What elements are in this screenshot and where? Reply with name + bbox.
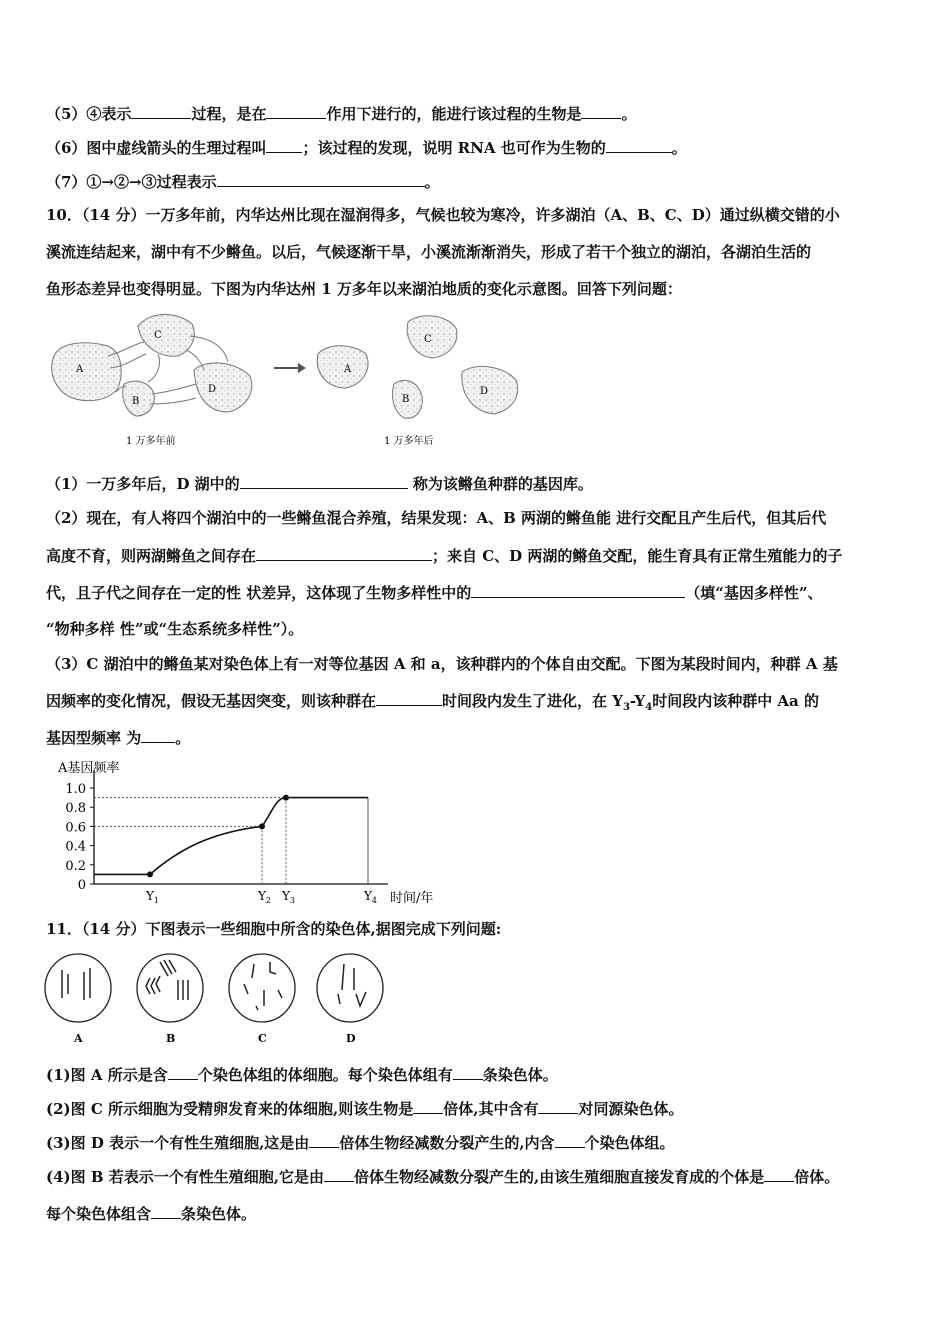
answer-blank[interactable] — [581, 103, 621, 119]
x-axis-label: 时间/年 — [390, 891, 434, 906]
chromosomes-c — [244, 962, 282, 1010]
answer-blank[interactable] — [266, 103, 326, 119]
q11-part1: (1)图 A 所示是含 个染色体组的体细胞。每个染色体组有 条染色体。 — [46, 1066, 558, 1084]
data-point — [283, 795, 289, 801]
answer-blank[interactable] — [555, 1132, 585, 1148]
q11-part3: (3)图 D 表示一个有性生殖细胞,这是由 倍体生物经减数分裂产生的,内含 个染色体组。 — [46, 1134, 675, 1152]
q10-part2-line4: “物种多样 性”或“生态系统多样性”）。 — [46, 620, 304, 638]
q11-intro: 11．（14 分）下图表示一些细胞中所含的染色体,据图完成下列问题: — [46, 920, 502, 938]
cell-d — [317, 954, 383, 1022]
y-tick-label: 0.4 — [65, 839, 86, 855]
answer-blank[interactable] — [240, 473, 408, 489]
data-point — [259, 823, 265, 829]
caption-before: 1 万多年前 — [126, 436, 176, 447]
cell-c — [229, 954, 295, 1022]
q10-part3-line2: 因频率的变化情况，假设无基因突变，则该种群在 时间段内发生了进化，在 $Y_3-Y_4$时间段内该种群中 Aa 的 — [46, 692, 819, 713]
answer-blank[interactable] — [453, 1064, 483, 1080]
answer-blank[interactable] — [217, 171, 425, 187]
x-tick-label: $Y_1$ — [146, 889, 160, 905]
cell-label: C — [258, 1032, 267, 1045]
answer-blank[interactable] — [256, 545, 432, 561]
y-tick-label: 0.8 — [65, 801, 86, 817]
y-axis-label: A基因频率 — [58, 761, 120, 776]
lake-map-figure — [46, 308, 536, 456]
lake-label: A — [76, 364, 84, 375]
q9-part5: （5）④表示 过程，是在 作用下进行的，能进行该过程的生物是 。 — [46, 105, 637, 123]
cell-a — [45, 954, 111, 1022]
x-tick-label: $Y_4$ — [364, 889, 378, 905]
x-tick-label: $Y_2$ — [258, 889, 272, 905]
lake-label: D — [208, 384, 217, 395]
q10-intro-line3: 鱼形态差异也变得明显。下图为内华达州 1 万多年以来湖泊地质的变化示意图。回答下列问题： — [46, 280, 682, 298]
q10-part3-line3: 基因型频率 为 。 — [46, 729, 191, 747]
answer-blank[interactable] — [324, 1166, 354, 1182]
lake-label: D — [480, 386, 489, 397]
answer-blank[interactable] — [606, 137, 672, 153]
y-tick-label: 0.6 — [65, 820, 86, 836]
y-tick-label: 0.2 — [65, 858, 86, 874]
answer-blank[interactable] — [413, 1098, 443, 1114]
y-tick-label: 0 — [77, 878, 86, 893]
chromosomes-d — [338, 964, 366, 1006]
y-tick-label: 1.0 — [65, 782, 86, 797]
data-point — [147, 871, 153, 877]
answer-blank[interactable] — [309, 1132, 339, 1148]
series-line — [94, 798, 368, 875]
q10-intro-line2: 溪流连结起来，湖中有不少鳉鱼。以后，气候逐渐干旱，小溪流渐渐消失，形成了若干个独立的湖泊，各湖泊生活的 — [46, 243, 812, 261]
q10-part2-line3: 代，且子代之间存在一定的性 状差异，这体现了生物多样性中的 （填“基因多样性”、 — [46, 584, 823, 602]
answer-blank[interactable] — [141, 727, 175, 743]
answer-blank[interactable] — [131, 103, 191, 119]
q9-part6: （6）图中虚线箭头的生理过程叫 ；该过程的发现，说明 RNA 也可作为生物的 。 — [46, 139, 687, 157]
cell-label: A — [74, 1032, 83, 1045]
lake-label: B — [132, 396, 140, 407]
caption-after: 1 万多年后 — [384, 436, 434, 447]
cell-label: D — [346, 1032, 356, 1045]
q10-part1: （1）一万多年后，D 湖中的 称为该鳉鱼种群的基因库。 — [46, 475, 593, 493]
q10-part2-line1: （2）现在，有人将四个湖泊中的一些鳉鱼混合养殖，结果发现：A、B 两湖的鳉鱼能 进行交配且产生后代，但其后代 — [46, 509, 827, 527]
q10-part2-line2: 高度不育，则两湖鳉鱼之间存在 ；来自 C、D 两湖的鳉鱼交配，能生育具有正常生殖能力的子 — [46, 547, 843, 565]
answer-blank[interactable] — [471, 582, 685, 598]
lake-label: C — [424, 334, 432, 345]
arrow-icon — [274, 363, 306, 373]
lake-label: A — [344, 364, 352, 375]
q10-part3-line1: （3）C 湖泊中的鳉鱼某对染色体上有一对等位基因 A 和 a，该种群内的个体自由交配。下图为某段时间内，种群 A 基 — [46, 655, 838, 673]
cell-label: B — [166, 1032, 176, 1045]
answer-blank[interactable] — [266, 137, 302, 153]
chromosome-cells-figure — [42, 950, 402, 1048]
answer-blank[interactable] — [764, 1166, 794, 1182]
q11-part5: 每个染色体组含 条染色体。 — [46, 1205, 257, 1223]
q10-intro-line1: 10．（14 分）一万多年前，内华达州比现在湿润得多，气候也较为寒冷，许多湖泊（A、B、C、D）通过纵横交错的小 — [46, 206, 840, 224]
answer-blank[interactable] — [151, 1203, 181, 1219]
lake-label: B — [402, 394, 410, 405]
q11-part2: (2)图 C 所示细胞为受精卵发育来的体细胞,则该生物是 倍体,其中含有 对同源染色体。 — [46, 1100, 684, 1118]
x-tick-label: $Y_3$ — [282, 889, 296, 905]
q9-part7: （7）①→②→③过程表示 。 — [46, 173, 440, 191]
answer-blank[interactable] — [538, 1098, 578, 1114]
q11-part4: (4)图 B 若表示一个有性生殖细胞,它是由 倍体生物经减数分裂产生的,由该生殖细胞直接发育成的个体是 倍体。 — [46, 1168, 840, 1186]
chromosomes-b — [146, 960, 188, 1000]
answer-blank[interactable] — [376, 690, 442, 706]
chromosomes-a — [62, 968, 90, 1000]
lake-label: C — [154, 330, 162, 341]
gene-frequency-chart — [46, 756, 466, 906]
answer-blank[interactable] — [168, 1064, 198, 1080]
